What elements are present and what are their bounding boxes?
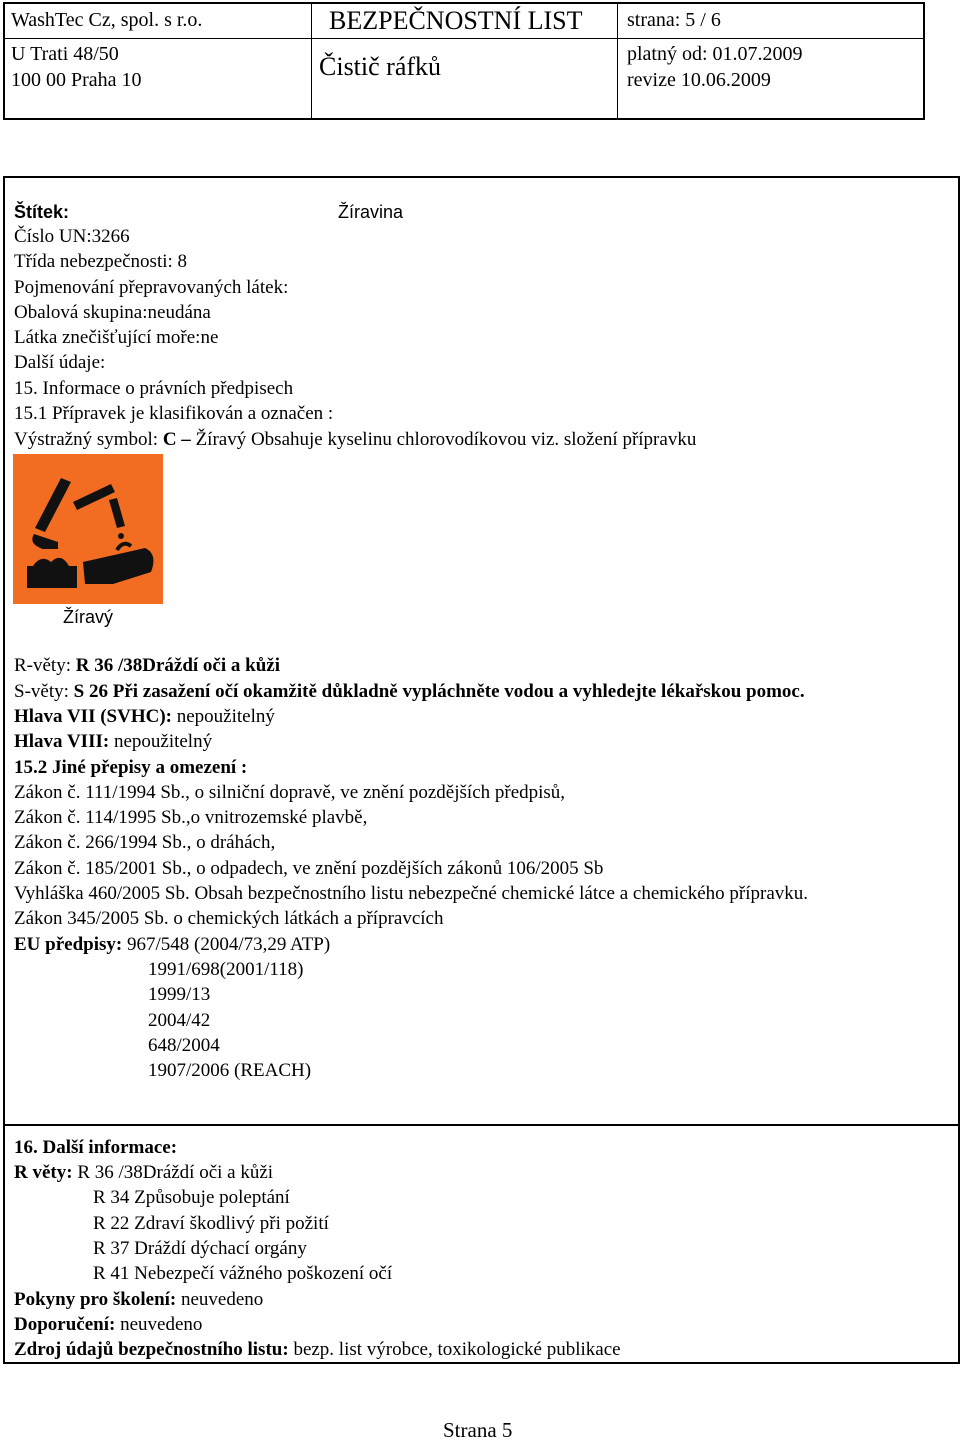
eu-regulation-item: 1907/2006 (REACH) (148, 1060, 312, 1081)
address-line-1: U Trati 48/50 (11, 43, 119, 65)
document-header (3, 2, 925, 120)
law-item: Zákon 345/2005 Sb. o chemických látkách a přípravcích (14, 908, 444, 929)
un-number: Číslo UN:3266 (14, 226, 130, 247)
recommendation-line: Doporučení: neuvedeno (14, 1314, 203, 1335)
section-16-box (3, 1124, 960, 1364)
section-16-title: 16. Další informace: (14, 1137, 178, 1158)
svhc-line: Hlava VII (SVHC): nepoužitelný (14, 706, 275, 727)
page-footer: Strana 5 (443, 1418, 513, 1442)
label-hazard: Žíravina (338, 202, 404, 222)
marine-pollutant: Látka znečišťující moře:ne (14, 327, 219, 348)
other-info: Další údaje: (14, 352, 106, 373)
eu-regulation-item: 648/2004 (148, 1035, 220, 1056)
corrosive-pictogram (13, 454, 163, 604)
eu-regulation-item: 1999/13 (148, 984, 211, 1005)
product-name: Čistič ráfků (319, 52, 442, 81)
r-phrase-item: R 41 Nebezpečí vážného poškození očí (93, 1263, 393, 1284)
law-item: Vyhláška 460/2005 Sb. Obsah bezpečnostního listu nebezpečné chemické látce a chemického přípravku. (14, 883, 809, 904)
revision-date: revize 10.06.2009 (627, 69, 771, 91)
shipping-name: Pojmenování přepravovaných látek: (14, 277, 289, 298)
warning-symbol-line: Výstražný symbol: C – Žíravý Obsahuje kyselinu chlorovodíkovou viz. složení přípravku (14, 429, 697, 450)
r-phrase-item: R 37 Dráždí dýchací orgány (93, 1238, 307, 1259)
valid-from: platný od: 01.07.2009 (627, 43, 803, 65)
law-item: Zákon č. 185/2001 Sb., o odpadech, ve znění pozdějších zákonů 106/2005 Sb (14, 858, 604, 879)
section-15-2-title: 15.2 Jiné přepisy a omezení : (14, 757, 248, 778)
law-item: Zákon č. 111/1994 Sb., o silniční dopravě, ve znění pozdějších předpisů, (14, 782, 566, 803)
training-line: Pokyny pro školení: neuvedeno (14, 1289, 264, 1310)
hazard-class: Třída nebezpečnosti: 8 (14, 251, 188, 272)
label-title: Štítek: (14, 202, 70, 222)
r-phrases: R-věty: R 36 /38Dráždí oči a kůži (14, 655, 280, 676)
section-15-title: 15. Informace o právních předpisech (14, 378, 294, 399)
law-item: Zákon č. 114/1995 Sb.,o vnitrozemské plavbě, (14, 807, 368, 828)
s-phrases: S-věty: S 26 Při zasažení očí okamžitě důkladně vypláchněte vodou a vyhledejte lékařskou pomoc. (14, 681, 805, 702)
company-name: WashTec Cz, spol. s r.o. (11, 9, 203, 31)
r-phrase-item: R 22 Zdraví škodlivý při požití (93, 1213, 329, 1234)
section-15-box (3, 176, 960, 1126)
source-line: Zdroj údajů bezpečnostního listu: bezp. list výrobce, toxikologické publikace (14, 1339, 621, 1360)
address-line-2: 100 00 Praha 10 (11, 69, 142, 91)
r-phrases-list: R věty: R 36 /38Dráždí oči a kůži (14, 1162, 274, 1183)
section-15-1-title: 15.1 Přípravek je klasifikován a označen : (14, 403, 334, 424)
h8-line: Hlava VIII: nepoužitelný (14, 731, 213, 752)
pictogram-label: Žíravý (63, 607, 114, 627)
r-phrase-item: R 34 Způsobuje poleptání (93, 1187, 290, 1208)
eu-regulations: EU předpisy: 967/548 (2004/73,29 ATP) (14, 934, 331, 955)
law-item: Zákon č. 266/1994 Sb., o dráhách, (14, 832, 276, 853)
document-type: BEZPEČNOSTNÍ LIST (329, 6, 583, 35)
packing-group: Obalová skupina:neudána (14, 302, 211, 323)
page-indicator: strana: 5 / 6 (627, 9, 721, 31)
corrosive-icon (13, 454, 163, 604)
eu-regulation-item: 1991/698(2001/118) (148, 959, 304, 980)
eu-regulation-item: 2004/42 (148, 1010, 211, 1031)
